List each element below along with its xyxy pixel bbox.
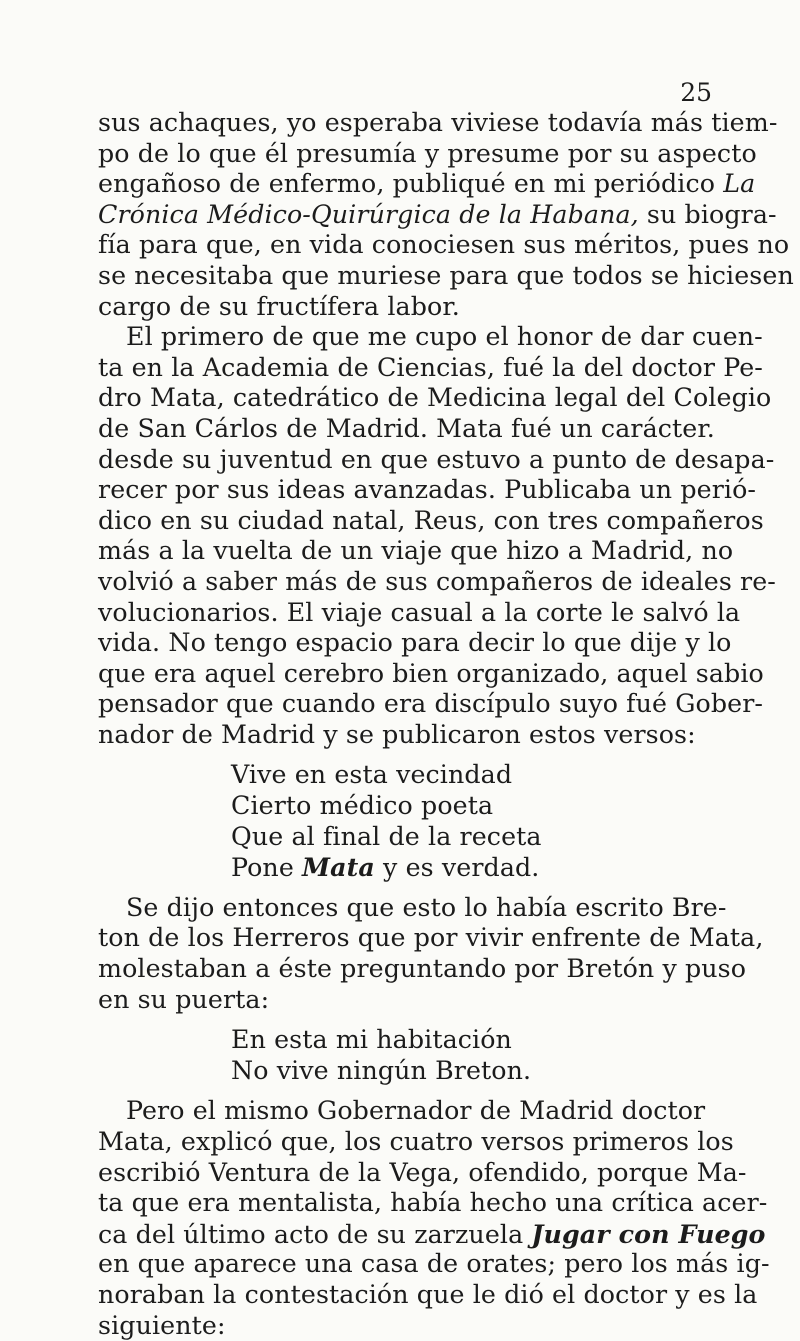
text-line: nador de Madrid y se publicaron estos versos: — [98, 719, 696, 749]
text-line — [98, 199, 777, 231]
verse-2 — [98, 1025, 714, 1086]
page-number: 25 — [680, 78, 712, 107]
text-line: siguiente: — [98, 1310, 226, 1340]
verse-line: Cierto médico poeta — [231, 791, 494, 821]
text-line: Mata, explicó que, los cuatro versos primeros los — [98, 1127, 734, 1156]
paragraph-3 — [98, 892, 764, 1015]
text-line: sus achaques, yo esperaba viviese todavía más tiem- — [98, 108, 778, 137]
text-line: cargo de su fructífera labor. — [98, 291, 460, 321]
text-line: volvió a saber más de sus compañeros de ideales re- — [98, 566, 776, 596]
text-run: ca del último acto de su zarzuela — [98, 1219, 524, 1249]
text-run: su biogra- — [638, 199, 777, 229]
paragraph-2 — [98, 322, 776, 750]
text-line: fía para que, en vida conociesen sus méritos, pues no — [98, 230, 790, 260]
verse-line: En esta mi habitación — [231, 1025, 512, 1055]
text-line: se necesitaba que muriese para que todos se hiciesen — [98, 260, 794, 290]
text-line: vida. No tengo espacio para decir lo que dije y lo — [98, 628, 732, 658]
text-line — [98, 1218, 766, 1250]
text-line: ta en la Academia de Ciencias, fué la del doctor Pe- — [98, 352, 763, 382]
verse-line: Que al final de la receta — [231, 821, 542, 851]
text-run: engañoso de enfermo, publiqué en mi periódico — [98, 169, 716, 199]
text-line: más a la vuelta de un viaje que hizo a Madrid, no — [98, 536, 734, 566]
italic-title: La — [723, 169, 756, 199]
text-line: noraban la contestación que le dió el doctor y es la — [98, 1279, 758, 1309]
italic-title: Crónica Médico-Quirúrgica de la Habana, — [98, 199, 639, 229]
paragraph-4 — [98, 1096, 770, 1341]
paragraph-1 — [98, 108, 794, 322]
italic-title: Jugar con Fuego — [531, 1218, 766, 1249]
text-line: ta que era mentalista, había hecho una crítica acer- — [98, 1188, 768, 1218]
verse-line: Vive en esta vecindad — [231, 760, 513, 790]
italic-name: Mata — [302, 852, 375, 883]
text-line: molestaban a éste preguntando por Bretón y puso — [98, 954, 747, 984]
text-line: ton de los Herreros que por vivir enfrente de Mata, — [98, 923, 764, 953]
page-text — [98, 108, 794, 1341]
text-run: Pone — [231, 853, 303, 883]
text-line: de San Cárlos de Madrid. Mata fué un carácter. — [98, 413, 715, 443]
verse-line — [98, 852, 714, 883]
text-line: dico en su ciudad natal, Reus, con tres compañeros — [98, 505, 764, 535]
text-line: po de lo que él presumía y presume por su aspecto — [98, 138, 757, 168]
text-line: en que aparece una casa de orates; pero los más ig- — [98, 1249, 770, 1279]
text-line: recer por sus ideas avanzadas. Publicaba un perió- — [98, 475, 757, 505]
text-line: Se dijo entonces que esto lo había escrito Bre- — [126, 892, 727, 922]
text-line: pensador que cuando era discípulo suyo fué Gober- — [98, 689, 764, 719]
text-line: El primero de que me cupo el honor de dar cuen- — [126, 322, 763, 352]
text-line: desde su juventud en que estuvo a punto de desapa- — [98, 444, 775, 474]
text-line: Pero el mismo Gobernador de Madrid doctor — [126, 1096, 706, 1126]
text-line: dro Mata, catedrático de Medicina legal del Colegio — [98, 383, 772, 413]
text-line: en su puerta: — [98, 984, 270, 1014]
text-line: que era aquel cerebro bien organizado, aquel sabio — [98, 658, 764, 688]
verse-1 — [98, 760, 714, 882]
text-run: y es verdad. — [374, 853, 540, 883]
text-line — [98, 169, 756, 200]
verse-line: No vive ningún Breton. — [231, 1055, 532, 1085]
text-line: volucionarios. El viaje casual a la corte le salvó la — [98, 597, 741, 627]
text-line: escribió Ventura de la Vega, ofendido, porque Ma- — [98, 1157, 747, 1187]
